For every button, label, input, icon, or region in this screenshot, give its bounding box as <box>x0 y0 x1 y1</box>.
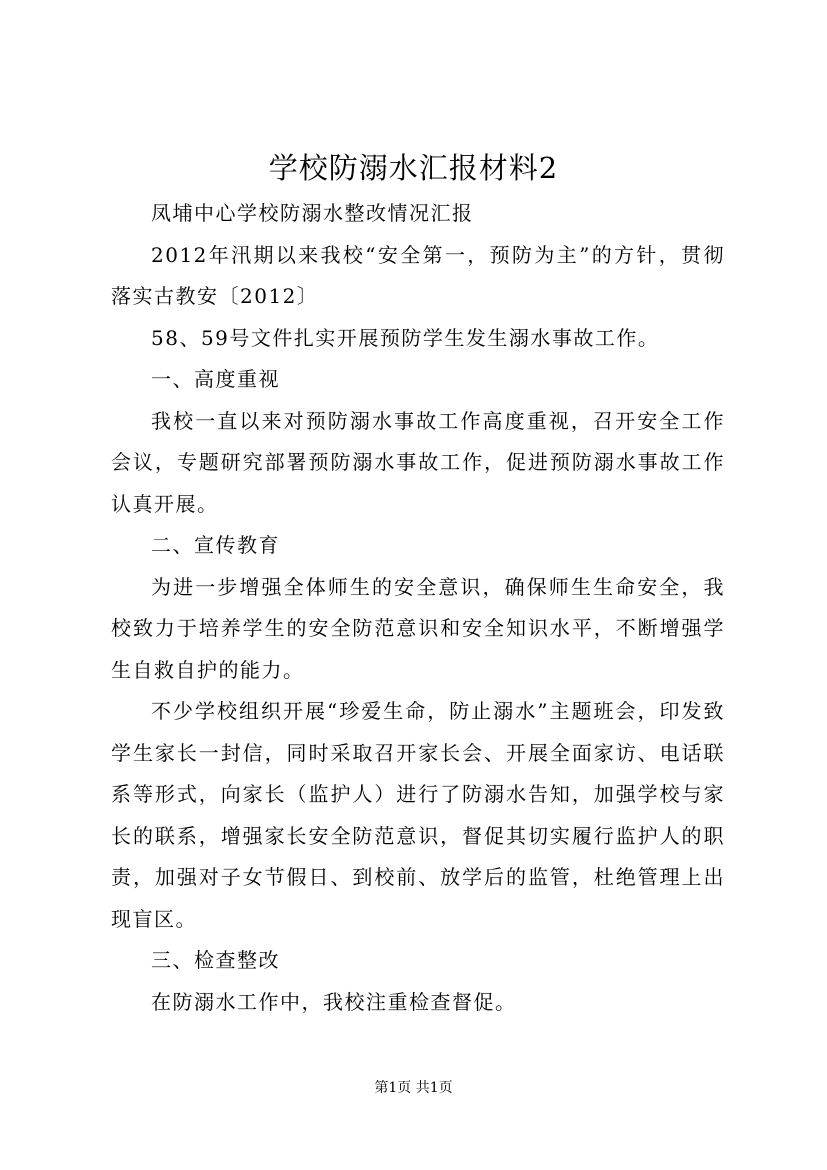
document-title: 学校防溺水汇报材料2 <box>268 151 559 185</box>
paragraph: 在防溺水工作中，我校注重检查督促。 <box>151 989 517 1014</box>
section-heading: 三、检查整改 <box>151 948 280 972</box>
section-heading: 一、高度重视 <box>151 367 280 391</box>
paragraph: 2012年汛期以来我校“安全第一，预防为主”的方针，贯彻落实古教安〔2012〕 <box>111 242 725 308</box>
paragraph-subtitle: 凤埔中心学校防溺水整改情况汇报 <box>151 201 474 225</box>
document-body <box>111 193 725 1023</box>
paragraph: 我校一直以来对预防溺水事故工作高度重视，召开安全工作会议，专题研究部署预防溺水事故工作，促进预防溺水事故工作认真开展。 <box>111 408 725 516</box>
paragraph: 为进一步增强全体师生的安全意识，确保师生生命安全，我校致力于培养学生的安全防范意识和安全知识水平，不断增强学生自救自护的能力。 <box>111 574 725 682</box>
page-footer: 第1页 共1页 <box>374 1080 453 1096</box>
paragraph: 58、59号文件扎实开展预防学生发生溺水事故工作。 <box>151 325 660 350</box>
section-heading: 二、宣传教育 <box>151 533 280 557</box>
paragraph: 不少学校组织开展“珍爱生命，防止溺水”主题班会，印发致学生家长一封信，同时采取召开家长会、开展全面家访、电话联系等形式，向家长（监护人）进行了防溺水告知，加强学校与家长的联系，增强家长安全防范意识，督促其切实履行监护人的职责，加强对子女节假日、到校前、放学后的监管，杜绝管理上出现盲区。 <box>111 699 725 931</box>
